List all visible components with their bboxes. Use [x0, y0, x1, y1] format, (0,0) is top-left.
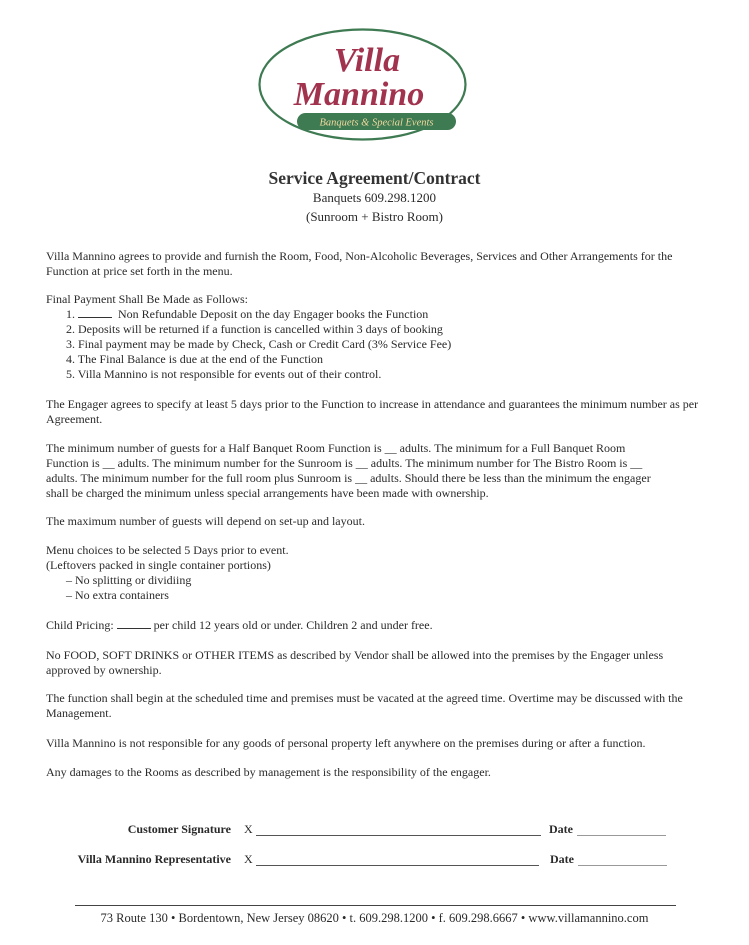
- payment-item-1: [66, 307, 428, 322]
- payment-item-2: 2. Deposits will be returned if a function is cancelled within 3 days of booking: [66, 322, 443, 336]
- child-pricing: [46, 618, 433, 633]
- maximum-paragraph: The maximum number of guests will depend on set-up and layout.: [46, 514, 365, 528]
- child-pricing-text: per child 12 years old or under. Children 2 and under free.: [153, 618, 433, 632]
- customer-signature-line[interactable]: [256, 835, 541, 836]
- banquet-phone: Banquets 609.298.1200: [312, 190, 437, 205]
- payment-item-1-number: 1.: [66, 307, 75, 321]
- logo: [257, 27, 468, 142]
- payment-heading: Final Payment Shall Be Made as Follows:: [46, 292, 248, 306]
- intro-paragraph: Villa Mannino agrees to provide and furnish the Room, Food, Non-Alcoholic Beverages, Services and Other Arrangements for the Function at price set forth in the menu.: [46, 249, 673, 278]
- menu-line-3: – No splitting or dividiing: [66, 573, 192, 587]
- logo-line2: Mannino: [293, 76, 425, 113]
- minimum-line-1: The minimum number of guests for a Half Banquet Room Function is __ adults. The minimum for a Full Banquet Room: [46, 441, 626, 455]
- child-pricing-label: Child Pricing:: [46, 618, 114, 632]
- representative-date-label: Date: [550, 852, 574, 866]
- payment-item-1-text: Non Refundable Deposit on the day Engager books the Function: [118, 307, 429, 321]
- menu-line-2: (Leftovers packed in single container portions): [46, 558, 271, 572]
- customer-date-line[interactable]: [577, 835, 666, 836]
- property-paragraph: Villa Mannino is not responsible for any goods of personal property left anywhere on the premises during or after a function.: [46, 736, 646, 750]
- menu-line-1: Menu choices to be selected 5 Days prior to event.: [46, 543, 289, 557]
- customer-signature-label: Customer Signature: [127, 822, 231, 836]
- deposit-blank: [78, 308, 112, 318]
- representative-signature-label: Villa Mannino Representative: [77, 852, 231, 866]
- representative-date-line[interactable]: [578, 865, 667, 866]
- logo-banner: Banquets & Special Events: [319, 117, 434, 129]
- customer-date-label: Date: [549, 822, 573, 836]
- logo-line1: Villa: [333, 42, 401, 79]
- representative-signature-x: X: [244, 852, 253, 866]
- customer-signature-x: X: [244, 822, 253, 836]
- schedule-paragraph: The function shall begin at the scheduled time and premises must be vacated at the agreed time. Overtime may be discussed with the Management.: [46, 691, 683, 720]
- minimum-line-2: Function is __ adults. The minimum number for the Sunroom is __ adults. The minimum number for The Bistro Room is __: [46, 456, 643, 470]
- payment-item-3: 3. Final payment may be made by Check, Cash or Credit Card (3% Service Fee): [66, 337, 452, 351]
- damages-paragraph: Any damages to the Rooms as described by management is the responsibility of the engager.: [46, 765, 491, 779]
- minimum-line-3: adults. The minimum number for the full room plus Sunroom is __ adults. Should there be less than the minimum the engager: [46, 471, 651, 485]
- footer-contact: 73 Route 130 • Bordentown, New Jersey 08620 • t. 609.298.1200 • f. 609.298.6667 • www.villamannino.com: [100, 911, 649, 925]
- guarantee-paragraph: The Engager agrees to specify at least 5 days prior to the Function to increase in attendance and guarantees the minimum number as per Agreement.: [46, 397, 699, 426]
- page-title: Service Agreement/Contract: [268, 168, 481, 188]
- menu-line-4: – No extra containers: [66, 588, 169, 602]
- child-price-blank: [117, 619, 151, 629]
- payment-item-4: 4. The Final Balance is due at the end of the Function: [66, 352, 324, 366]
- outside-food-paragraph: No FOOD, SOFT DRINKS or OTHER ITEMS as described by Vendor shall be allowed into the premises by the Engager unless approved by ownership.: [46, 648, 664, 677]
- representative-signature-line[interactable]: [256, 865, 539, 866]
- footer-divider: [75, 905, 676, 906]
- payment-item-5: 5. Villa Mannino is not responsible for events out of their control.: [66, 367, 382, 381]
- rooms-subtitle: (Sunroom + Bistro Room): [306, 209, 443, 224]
- minimum-line-4: shall be charged the minimum unless special arrangements have been made with ownership.: [46, 486, 489, 500]
